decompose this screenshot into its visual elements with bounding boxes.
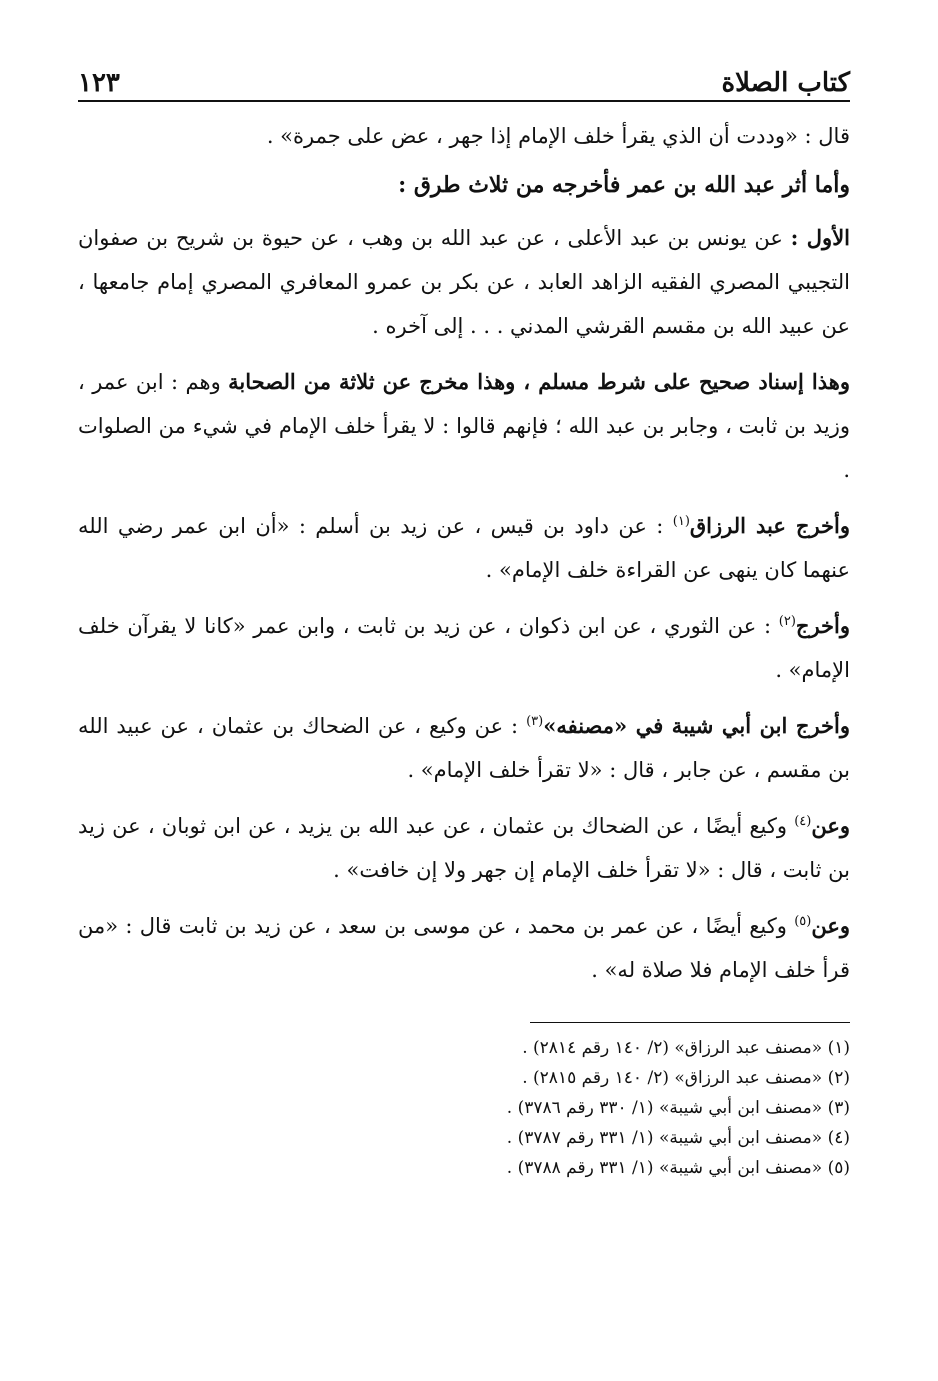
- paragraph-ibn-abi-shayba-3: [78, 904, 850, 992]
- paragraph-ibn-abi-shayba-2: [78, 804, 850, 892]
- paragraph-text: : عن وكيع ، عن الضحاك بن عثمان ، عن عبيد الله بن مقسم ، عن جابر ، قال : «لا تقرأ خلف الإمام» .: [78, 714, 850, 782]
- footnote-marker[interactable]: (٤): [794, 814, 812, 829]
- running-header: [78, 52, 850, 102]
- paragraph-text: : عن داود بن قيس ، عن زيد بن أسلم : «أن ابن عمر رضي الله عنهما كان ينهى عن القراءة خلف الإمام» .: [78, 514, 850, 582]
- footnotes: [78, 1033, 850, 1183]
- paragraph-text: وكيع أيضًا ، عن الضحاك بن عثمان ، عن عبد الله بن يزيد ، عن ابن ثوبان ، عن زيد بن ثابت ، قال : «لا تقرأ خلف الإمام إن جهر ولا إن خافت» .: [78, 814, 850, 882]
- footnote-marker[interactable]: (١): [672, 514, 690, 529]
- paragraph-isnad: [78, 360, 850, 492]
- footnote-item: (٣) «مصنف ابن أبي شيبة» (١/ ٣٣٠ رقم ٣٧٨٦) .: [506, 1098, 850, 1118]
- paragraph-lead: وأخرج: [795, 613, 850, 638]
- paragraph-lead: وأخرج ابن أبي شيبة في «مصنفه»: [543, 713, 850, 738]
- footnote-item: (٢) «مصنف عبد الرزاق» (٢/ ١٤٠ رقم ٢٨١٥) .: [522, 1068, 850, 1088]
- paragraph-text: قال : «وددت أن الذي يقرأ خلف الإمام إذا جهر ، عض على جمرة» .: [266, 124, 850, 148]
- page-number: ١٢٣: [78, 68, 120, 98]
- footnote-item: (٤) «مصنف ابن أبي شيبة» (١/ ٣٣١ رقم ٣٧٨٧) .: [506, 1128, 850, 1148]
- section-heading: [78, 160, 850, 210]
- paragraph-lead: وأخرج عبد الرزاق: [689, 513, 850, 538]
- paragraph-text: : عن الثوري ، عن ابن ذكوان ، عن زيد بن ثابت ، وابن عمر «كانا لا يقرآن خلف الإمام» .: [78, 614, 850, 682]
- book-title: كتاب الصلاة: [721, 68, 850, 98]
- paragraph-text: وكيع أيضًا ، عن عمر بن محمد ، عن موسى بن سعد ، عن زيد بن ثابت قال : «من قرأ خلف الإمام فلا صلاة له» .: [78, 914, 850, 982]
- paragraph-abdulrazzaq-2: [78, 604, 850, 692]
- footnote-item: (١) «مصنف عبد الرزاق» (٢/ ١٤٠ رقم ٢٨١٤) .: [522, 1038, 850, 1058]
- footnote-item: (٥) «مصنف ابن أبي شيبة» (١/ ٣٣١ رقم ٣٧٨٨) .: [506, 1158, 850, 1178]
- paragraph-lead: الأول :: [790, 225, 851, 250]
- footnote-divider: [530, 1022, 850, 1023]
- paragraph-text: عن يونس بن عبد الأعلى ، عن عبد الله بن وهب ، عن حيوة بن شريح بن صفوان التجيبي المصري الفقيه الزاهد العابد ، عن بكر بن عمرو المعافري المصري إمام جامعها ، عن عبيد الله بن مقسم القرشي المدني . . . إلى آخره .: [78, 226, 850, 338]
- footnote-marker[interactable]: (٣): [526, 714, 544, 729]
- paragraph-lead: وعن: [811, 813, 850, 838]
- paragraph-quote-continuation: [78, 114, 850, 158]
- heading-text: وأما أثر عبد الله بن عمر فأخرجه من ثلاث طرق :: [398, 172, 850, 198]
- footnote-marker[interactable]: (٥): [794, 914, 812, 929]
- paragraph-first-path: [78, 216, 850, 348]
- paragraph-abdulrazzaq-1: [78, 504, 850, 592]
- paragraph-lead: وهذا إسناد صحيح على شرط مسلم ، وهذا مخرج عن ثلاثة من الصحابة: [228, 369, 850, 394]
- paragraph-ibn-abi-shayba-1: [78, 704, 850, 792]
- main-text: [78, 114, 850, 992]
- paragraph-text: وهم : ابن عمر ، وزيد بن ثابت ، وجابر بن عبد الله ؛ فإنهم قالوا : لا يقرأ خلف الإمام في شيء من الصلوات .: [78, 370, 850, 482]
- footnote-marker[interactable]: (٢): [778, 614, 796, 629]
- paragraph-lead: وعن: [811, 913, 850, 938]
- page: [78, 52, 850, 1183]
